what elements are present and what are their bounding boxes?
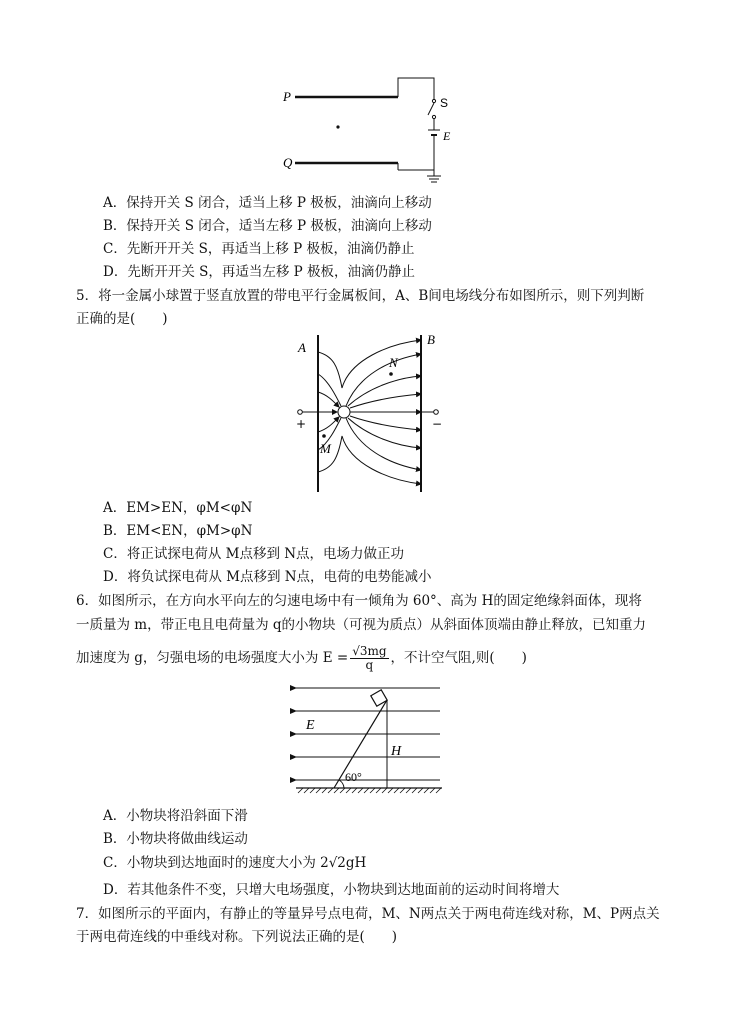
label-e: E	[306, 718, 315, 733]
q5-option-b: B．EM<EN，φM>φN	[103, 523, 253, 539]
field-strength-formula	[350, 645, 388, 672]
q7-stem-line2: 于两电荷连线的中垂线对称。下列说法正确的是( )	[76, 929, 398, 945]
metal-ball	[338, 406, 350, 418]
q6-option-d: D．若其他条件不变，只增大电场强度，小物块到达地面前的运动时间将增大	[103, 882, 560, 898]
q6-stem-line2: 一质量为 m，带正电且电荷量为 q的小物块（可视为质点）从斜面体顶端由静止释放，已知重力	[76, 617, 647, 633]
label-h: H	[391, 744, 402, 759]
label-e: E	[443, 129, 451, 143]
q5-option-a: A．EM>EN，φM<φN	[103, 500, 253, 516]
q6-option-b: B．小物块将做曲线运动	[103, 831, 248, 847]
q4-option-a: A．保持开关 S 闭合，适当上移 P 极板，油滴向上移动	[103, 195, 432, 211]
q4-option-b: B．保持开关 S 闭合，适当左移 P 极板，油滴向上移动	[103, 218, 432, 234]
switch-top-contact	[432, 99, 435, 102]
q6-stem-line1: 6．如图所示，在方向水平向左的匀速电场中有一倾角为 60°、高为 H的固定绝缘斜面体，现将	[76, 593, 642, 609]
terminal-minus	[434, 410, 439, 415]
q6-stem-line3-pre: 加速度为 g，匀强电场的电场强度大小为 E =	[76, 650, 349, 666]
formula-denominator: q	[365, 658, 374, 672]
q7-stem-line1: 7．如图所示的平面内，有静止的等量异号点电荷，M、N两点关于两电荷连线对称，M、P两点关	[76, 906, 660, 922]
label-m: M	[320, 441, 331, 456]
q6-option-a: A．小物块将沿斜面下滑	[103, 808, 248, 824]
q6-stem-line3-post: ，不计空气阻,则( )	[390, 650, 527, 666]
capacitor-circuit-figure	[278, 70, 458, 190]
field-lines-figure	[288, 330, 448, 495]
q4-option-c: C．先断开开关 S，再适当上移 P 极板，油滴仍静止	[103, 241, 415, 257]
label-a: A	[298, 340, 306, 355]
q5-stem-line2: 正确的是( )	[76, 311, 168, 327]
angle-arc	[339, 780, 344, 788]
point-n	[389, 372, 393, 376]
label-b: B	[427, 332, 435, 347]
q5-stem-line1: 5．将一金属小球置于竖直放置的带电平行金属板间，A、B间电场线分布如图所示，则下列判断	[76, 288, 645, 304]
label-q: Q	[283, 155, 293, 170]
terminal-plus	[298, 410, 303, 415]
q6-option-c: C．小物块到达地面时的速度大小为 2√2gH	[103, 855, 367, 871]
point-m	[322, 434, 326, 438]
label-s: S	[440, 96, 449, 110]
label-n: N	[389, 355, 398, 370]
incline-field-figure	[290, 680, 450, 805]
formula-numerator: √3mg	[352, 644, 387, 658]
q5-option-c: C．将正试探电荷从 M点移到 N点，电场力做正功	[103, 546, 405, 562]
label-p: P	[283, 89, 291, 104]
label-minus: −	[432, 417, 443, 431]
label-plus: +	[296, 417, 307, 431]
switch-bottom-contact	[432, 115, 435, 118]
q5-option-d: D．将负试探电荷从 M点移到 N点，电荷的电势能减小	[103, 569, 432, 585]
q4-option-d: D．先断开开关 S，再适当左移 P 极板，油滴仍静止	[103, 264, 416, 280]
label-angle: 60°	[345, 770, 362, 784]
switch-blade	[428, 103, 434, 115]
oil-drop	[336, 125, 339, 128]
q6-stem-line3	[76, 640, 527, 676]
